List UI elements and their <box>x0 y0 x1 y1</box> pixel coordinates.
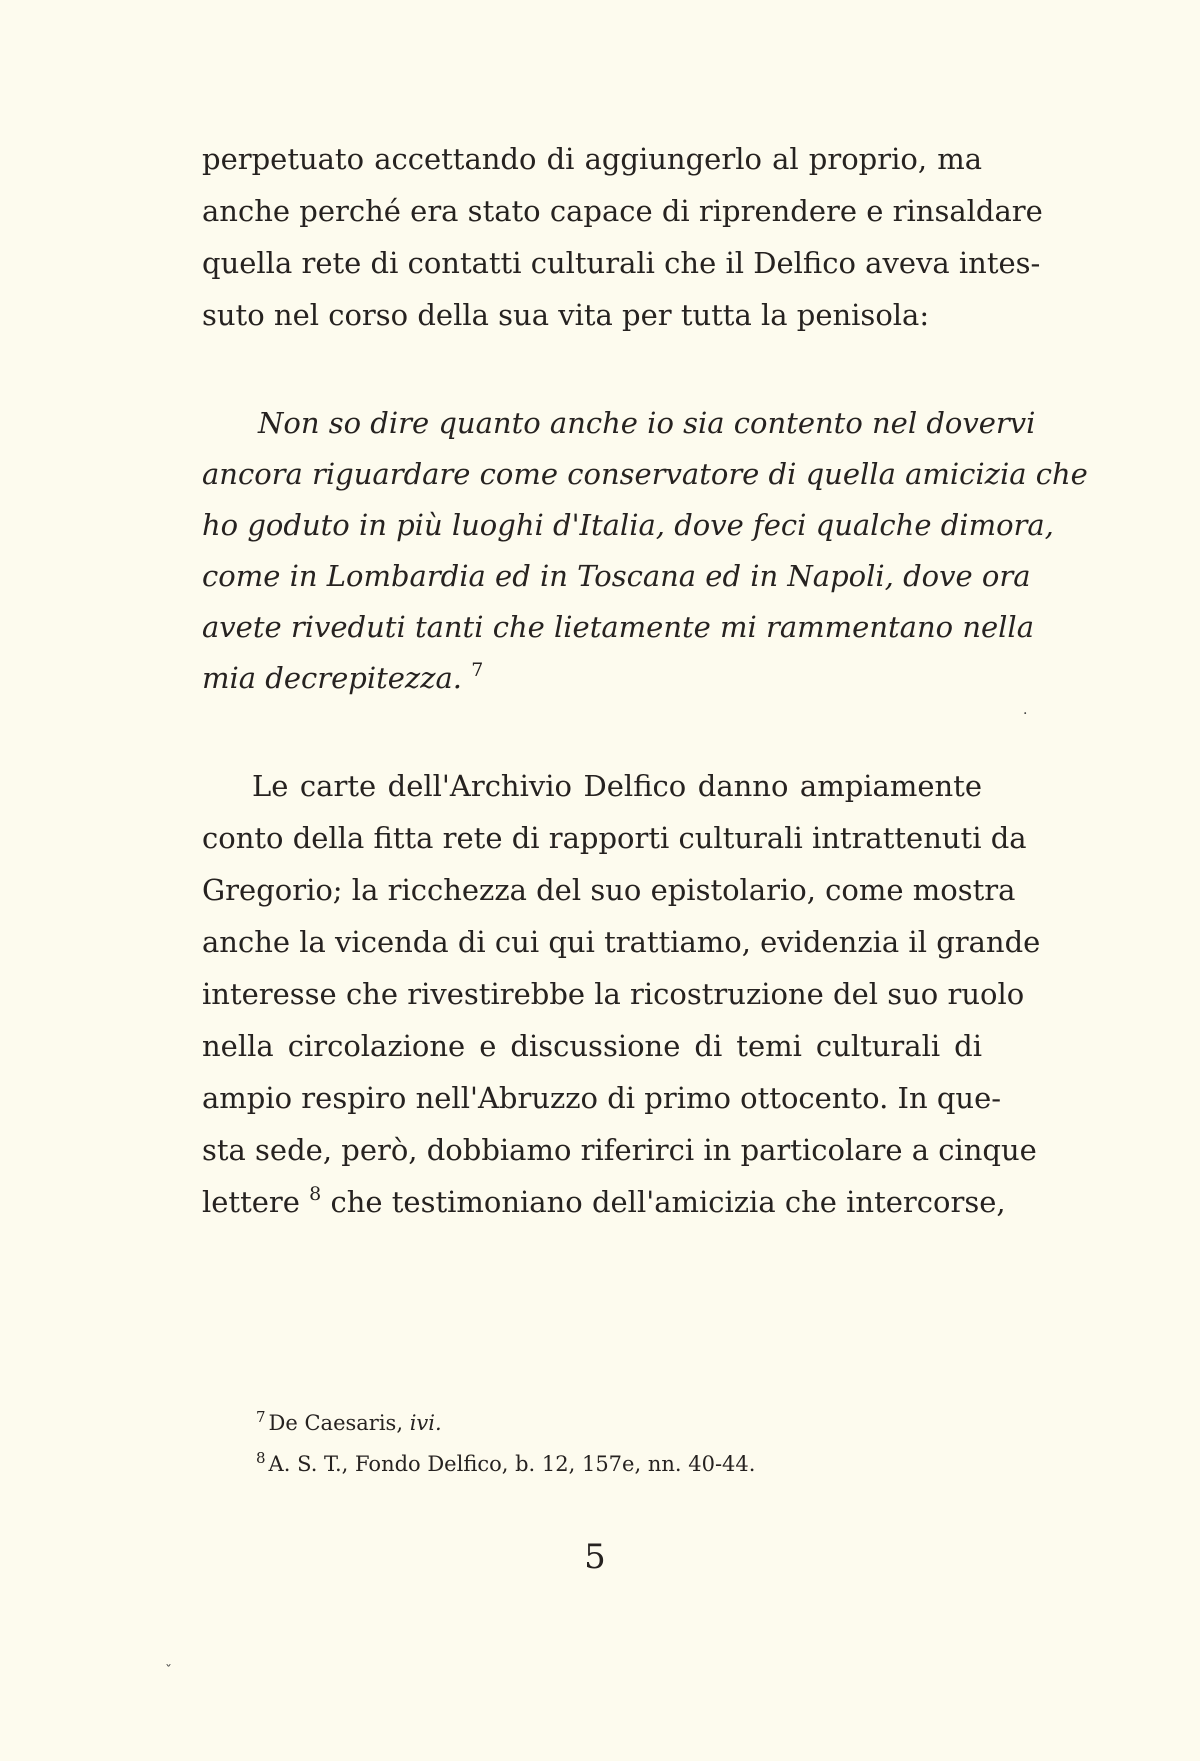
paragraph-line: quella rete di contatti culturali che il Delfico aveva intes- <box>202 246 1041 280</box>
footnote-number: 7 <box>256 1408 266 1426</box>
footnote-text: A. S. T., Fondo Delfico, b. 12, 157e, nn. 40-44. <box>268 1452 756 1476</box>
paragraph-line: perpetuato accettando di aggiungerlo al proprio, ma <box>202 142 982 176</box>
quote-line: come in Lombardia ed in Toscana ed in Napoli, dove ora <box>202 559 1031 593</box>
scan-speck: · <box>1023 706 1028 722</box>
footnote-ref-8[interactable]: 8 <box>309 1183 322 1205</box>
quote-line: ho goduto in più luoghi d'Italia, dove feci qualche dimora, <box>202 508 1054 542</box>
footnote-8 <box>256 1451 755 1479</box>
paragraph-line: suto nel corso della sua vita per tutta la penisola: <box>202 298 930 332</box>
footnote-italic: ivi. <box>409 1411 442 1435</box>
paragraph-line: nella circolazione e discussione di temi culturali di <box>202 1029 982 1063</box>
quote-line <box>202 660 982 700</box>
quote-line: ancora riguardare come conservatore di quella amicizia che <box>202 457 1088 491</box>
paragraph-line: interesse che rivestirebbe la ricostruzione del suo ruolo <box>202 977 1025 1011</box>
paragraph-line: conto della fitta rete di rapporti culturali intrattenuti da <box>202 821 1027 855</box>
footnote-ref-7[interactable]: 7 <box>471 659 484 681</box>
paragraph-line: anche la vicenda di cui qui trattiamo, evidenzia il grande <box>202 925 1041 959</box>
footnote-text: De Caesaris, <box>268 1411 404 1435</box>
quote-line: avete riveduti tanti che lietamente mi rammentano nella <box>202 610 1034 644</box>
paragraph-line: ampio respiro nell'Abruzzo di primo ottocento. In que- <box>202 1081 1002 1115</box>
footnote-number: 8 <box>256 1449 266 1467</box>
paragraph-line <box>202 1183 1006 1224</box>
line-text-after-ref: che testimoniano dell'amicizia che intercorse, <box>330 1185 1006 1219</box>
footnote-7 <box>256 1410 442 1438</box>
quote-last-text: mia decrepitezza. <box>202 661 462 695</box>
paragraph-line: sta sede, però, dobbiamo riferirci in particolare a cinque <box>202 1133 1037 1167</box>
quote-line: Non so dire quanto anche io sia contento nel dovervi <box>258 406 1036 440</box>
paragraph-line: anche perché era stato capace di riprendere e rinsaldare <box>202 194 1043 228</box>
scan-speck: ˇ <box>165 1663 172 1679</box>
paragraph-line: Gregorio; la ricchezza del suo epistolario, come mostra <box>202 873 1016 907</box>
line-text-before-ref: lettere <box>202 1185 300 1219</box>
page-number: 5 <box>584 1537 606 1577</box>
paragraph-line: Le carte dell'Archivio Delfico danno ampiamente <box>252 769 982 803</box>
